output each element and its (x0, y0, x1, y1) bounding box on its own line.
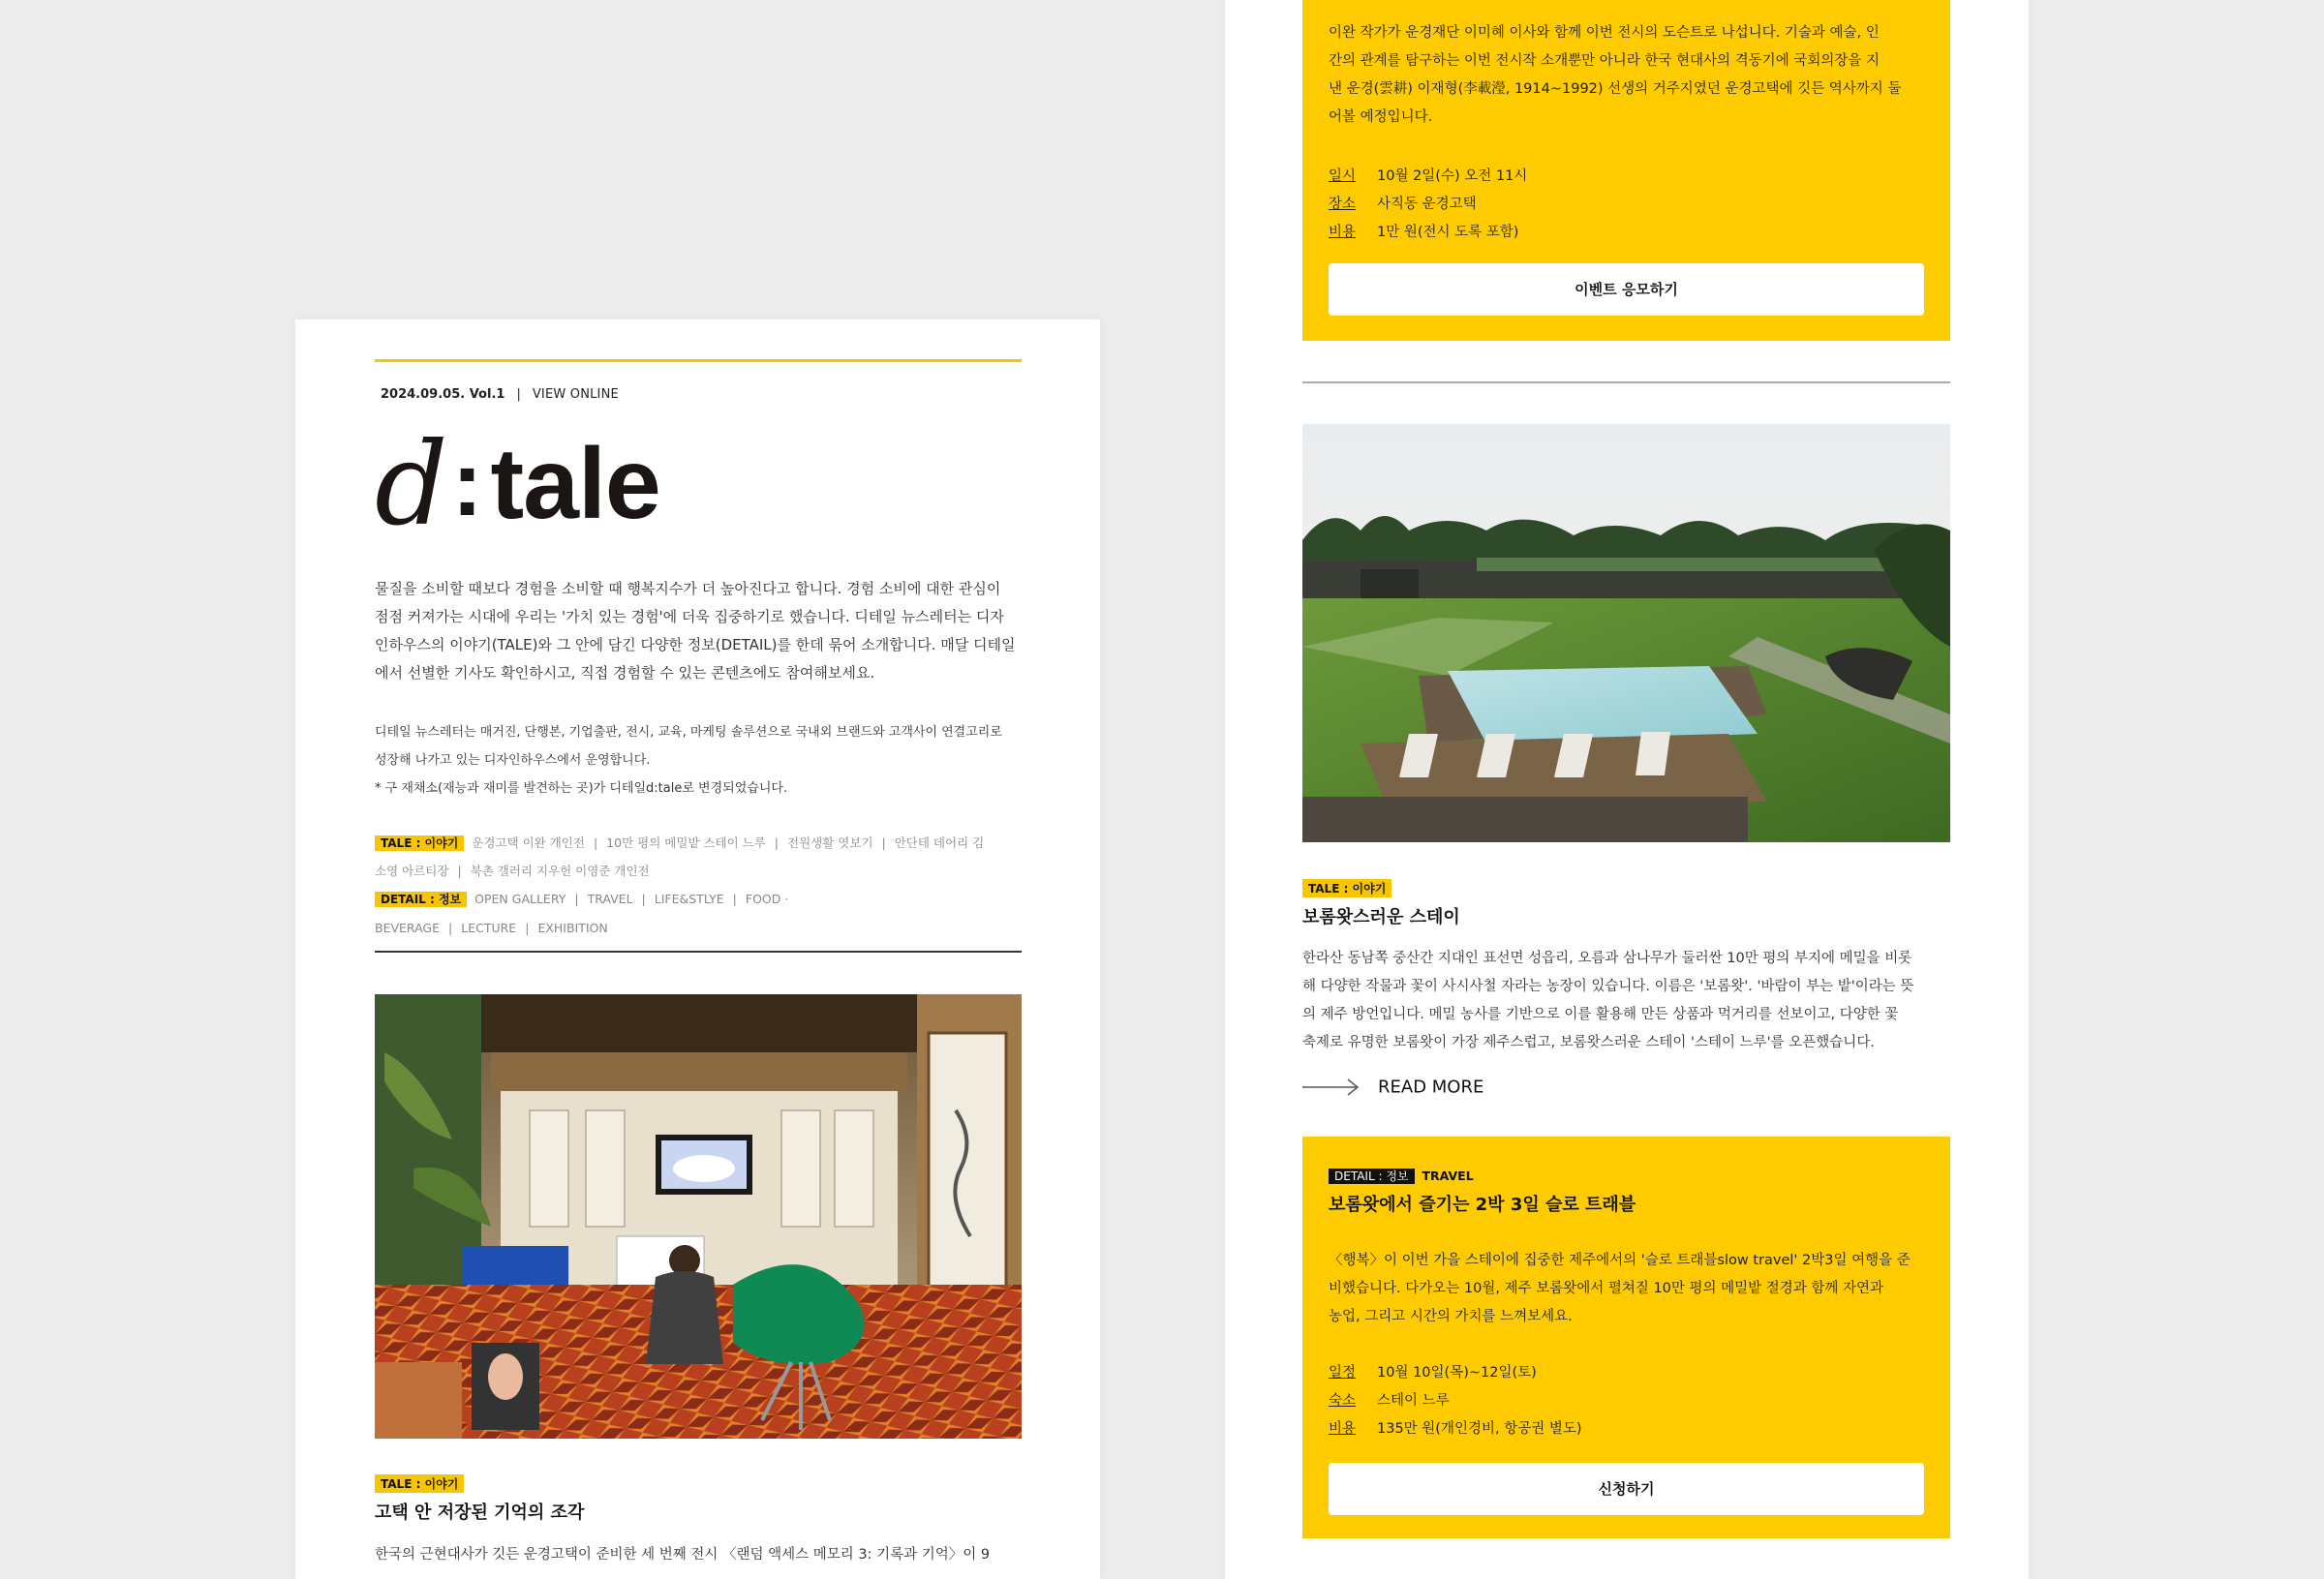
info-value: 135만 원(개인경비, 항공권 별도) (1377, 1421, 1582, 1437)
logo-tale: tale (490, 428, 660, 540)
trip-description (1329, 1247, 1924, 1331)
about-line: * 구 재채소(재능과 재미를 발견하는 곳)가 디테일d:tale로 변경되었습니다. (375, 781, 788, 796)
detail-link[interactable]: LECTURE (461, 921, 517, 935)
section-divider (375, 951, 1022, 953)
story-line: 해 다양한 작물과 꽃이 사시사철 자라는 농장이 있습니다. 이름은 '보롬왓'. '바람이 부는 밭'이라는 뜻 (1302, 979, 1914, 994)
event-apply-button[interactable]: 이벤트 응모하기 (1329, 263, 1924, 316)
article-tag: TALE : 이야기 (375, 1474, 464, 1493)
about-line: 성장해 나가고 있는 디자인하우스에서 운영합니다. (375, 753, 651, 768)
about-paragraph (375, 718, 1022, 803)
meta-separator: | (516, 387, 521, 402)
trip-tags (1329, 1166, 1474, 1184)
trip-title[interactable]: 보롬왓에서 즐기는 2박 3일 슬로 트래블 (1329, 1195, 1636, 1215)
view-online-link[interactable]: VIEW ONLINE (532, 387, 619, 402)
detail-link[interactable]: LIFE&STLYE (654, 892, 724, 906)
intro-line: 물질을 소비할 때보다 경험을 소비할 때 행복지수가 더 높아진다고 합니다. 경험 소비에 대한 관심이 (375, 580, 1001, 597)
tale-link[interactable]: 소영 아르티장 (375, 864, 449, 878)
trip-line: 농업, 그리고 시간의 가치를 느껴보세요. (1329, 1309, 1573, 1324)
story-body (1302, 945, 1950, 1057)
tale-links-row-2: 소영 아르티장 | 북촌 갤러리 지우헌 이영준 개인전 (375, 864, 650, 878)
read-more-label: READ MORE (1378, 1077, 1484, 1098)
info-key: 숙소 (1329, 1393, 1357, 1409)
arrow-right-icon (1302, 1077, 1361, 1098)
newsletter-left-card (295, 319, 1100, 1579)
detail-link[interactable]: OPEN GALLERY (474, 892, 566, 906)
trip-line: 〈행복〉이 이번 가을 스테이에 집중한 제주에서의 '슬로 트래블slow travel' 2박3일 여행을 준 (1329, 1253, 1911, 1268)
tale-link[interactable]: 전원생활 엿보기 (787, 835, 873, 850)
article-body: 한국의 근현대사가 깃든 운경고택이 준비한 세 번째 전시 〈랜덤 액세스 메모리 3: 기록과 기억〉이 9 (375, 1547, 991, 1563)
event-line: 이완 작가가 운경재단 이미혜 이사와 함께 이번 전시의 도슨트로 나섭니다. 기술과 예술, 인 (1329, 25, 1880, 41)
info-key: 비용 (1329, 225, 1357, 240)
tale-link[interactable]: 10만 평의 메밀밭 스테이 느루 (606, 835, 766, 850)
detail-tag: DETAIL : 정보 (375, 892, 467, 907)
event-line: 낸 운경(雲耕) 이재형(李載瀅, 1914~1992) 선생의 거주지였던 운경고택에 깃든 역사까지 둘 (1329, 81, 1902, 97)
info-key: 비용 (1329, 1421, 1357, 1437)
info-value: 1만 원(전시 도록 포함) (1377, 225, 1519, 240)
detail-tag: DETAIL : 정보 (1329, 1169, 1415, 1184)
logo-d: d (375, 417, 448, 551)
hanok-interior-photo[interactable] (375, 994, 1022, 1439)
travel-tag: TRAVEL (1422, 1169, 1474, 1183)
tale-tag: TALE : 이야기 (375, 835, 464, 851)
dtale-logo (375, 417, 660, 551)
stay-pool-photo[interactable] (1302, 424, 1950, 842)
section-divider (1302, 381, 1950, 383)
article-title[interactable]: 고택 안 저장된 기억의 조각 (375, 1503, 585, 1523)
intro-paragraph (375, 575, 1022, 687)
intro-line: 에서 선별한 기사도 확인하시고, 직접 경험할 수 있는 콘텐츠에도 참여해보세요. (375, 664, 875, 682)
detail-links-row: DETAIL : 정보 OPEN GALLERY | TRAVEL | LIFE&STLYE | FOOD · BEVERAGE | LECTURE | EXHIBITION (375, 892, 789, 935)
info-value: 사직동 운경고택 (1377, 197, 1477, 212)
tale-link[interactable]: 안단테 데어리 김 (894, 835, 985, 850)
info-value: 10월 10일(목)~12일(토) (1377, 1365, 1537, 1381)
logo-colon: : (451, 432, 483, 535)
event-box (1302, 0, 1950, 341)
newsletter-right-card (1225, 0, 2029, 1579)
trip-info-lodging (1329, 1389, 1450, 1410)
trip-line: 비했습니다. 다가오는 10월, 제주 보롬왓에서 펼쳐질 10만 평의 메밀밭 절경과 함께 자연과 (1329, 1281, 1884, 1296)
event-info-place (1329, 193, 1477, 213)
intro-line: 인하우스의 이야기(TALE)와 그 안에 담긴 다양한 정보(DETAIL)를 한데 묶어 소개합니다. 매달 디테일 (375, 636, 1016, 653)
tale-link[interactable]: 북촌 갤러리 지우헌 이영준 개인전 (470, 864, 650, 878)
trip-info-cost (1329, 1417, 1582, 1438)
event-info-date (1329, 165, 1527, 185)
info-value: 스테이 느루 (1377, 1393, 1450, 1409)
info-key: 장소 (1329, 197, 1357, 212)
story-title[interactable]: 보롬왓스러운 스테이 (1302, 907, 1460, 927)
tale-link[interactable]: 운경고택 이완 개인전 (472, 835, 585, 850)
story-line: 한라산 동남쪽 중산간 지대인 표선면 성읍리, 오름과 삼나무가 둘러싼 10만 평의 부지에 메밀을 비롯 (1302, 951, 1912, 966)
info-key: 일정 (1329, 1365, 1357, 1381)
issue-date: 2024.09.05. Vol.1 (381, 387, 505, 402)
detail-link[interactable]: EXHIBITION (537, 921, 608, 935)
story-tag: TALE : 이야기 (1302, 879, 1391, 897)
read-more-link[interactable] (1302, 1077, 1483, 1098)
trip-info-schedule (1329, 1361, 1537, 1382)
intro-line: 점점 커져가는 시대에 우리는 '가치 있는 경험'에 더욱 집중하기로 했습니다. 디테일 뉴스레터는 디자 (375, 608, 1004, 625)
top-accent-line (375, 359, 1022, 362)
about-line: 디테일 뉴스레터는 매거진, 단행본, 기업출판, 전시, 교육, 마케팅 솔루션으로 국내외 브랜드와 고객사이 연결고리로 (375, 725, 1002, 740)
event-line: 어볼 예정입니다. (1329, 109, 1433, 125)
event-info-cost (1329, 221, 1518, 241)
trip-apply-button[interactable]: 신청하기 (1329, 1463, 1924, 1515)
tale-links-row: TALE : 이야기 운경고택 이완 개인전 | 10만 평의 메밀밭 스테이 느루 | 전원생활 엿보기 | 안단테 데어리 김 (375, 829, 1022, 858)
detail-link[interactable]: FOOD · BEVERAGE (375, 892, 789, 935)
detail-link[interactable]: TRAVEL (587, 892, 633, 906)
info-key: 일시 (1329, 168, 1357, 184)
issue-meta (381, 387, 619, 402)
event-description (1329, 19, 1924, 132)
event-line: 간의 관계를 탐구하는 이번 전시작 소개뿐만 아니라 한국 현대사의 격동기에 국회의장을 지 (1329, 53, 1880, 69)
info-value: 10월 2일(수) 오전 11시 (1377, 168, 1528, 184)
story-line: 의 제주 방언입니다. 메밀 농사를 기반으로 이를 활용해 만든 상품과 먹거리를 선보이고, 다양한 꽃 (1302, 1007, 1899, 1022)
story-line: 축제로 유명한 보롬왓이 가장 제주스럽고, 보롬왓스러운 스테이 '스테이 느루'를 오픈했습니다. (1302, 1035, 1875, 1050)
trip-box (1302, 1137, 1950, 1538)
